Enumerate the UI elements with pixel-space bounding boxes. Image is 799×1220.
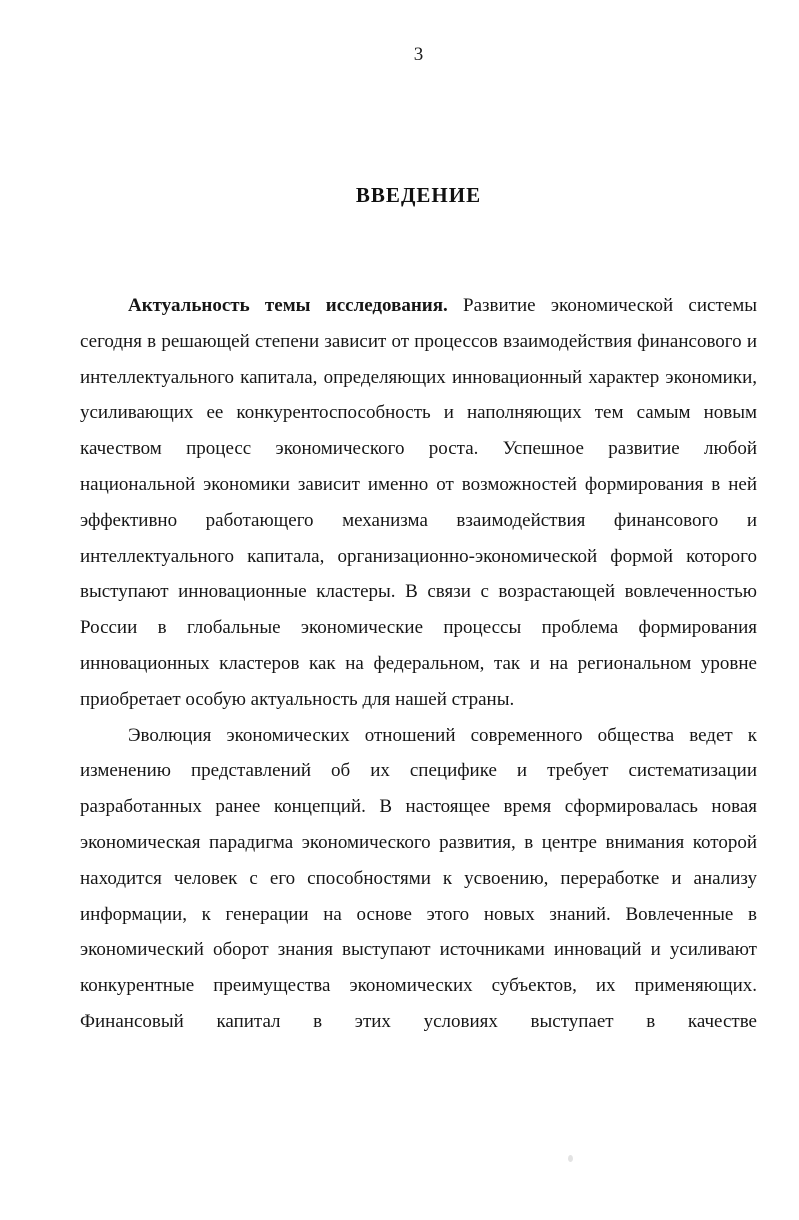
body-text xyxy=(80,288,757,1040)
scan-artifact-dot xyxy=(568,1155,573,1162)
paragraph-text: Развитие экономической системы сегодня в решающей степени зависит от процессов взаимодействия финансового и интеллектуального капитала, определяющих инновационный характер экономики, усиливающих ее конкурентоспособность и наполняющих тем самым новым качеством процесс экономического роста. Успешное развитие любой национальной экономики зависит именно от возможностей формирования в ней эффективно работающего механизма взаимодействия финансового и интеллектуального капитала, организационно-экономической формой которого выступают инновационные кластеры. В связи с возрастающей вовлеченностью России в глобальные экономические процессы проблема формирования инновационных кластеров как на федеральном, так и на региональном уровне приобретает особую актуальность для нашей страны. xyxy=(80,295,757,710)
section-title: ВВЕДЕНИЕ xyxy=(355,183,482,207)
paragraph-lead-bold: Актуальность темы исследования. xyxy=(128,295,448,316)
paragraph-evolyuciya xyxy=(80,718,757,1040)
page-number: 3 xyxy=(413,44,424,65)
paragraph-aktualnost xyxy=(80,288,757,718)
paragraph-text: Эволюция экономических отношений современного общества ведет к изменению представлений об их специфике и требует систематизации разработанных ранее концепций. В настоящее время сформировалась новая экономическая парадигма экономического развития, в центре внимания которой находится человек с его способностями к усвоению, переработке и анализу информации, к генерации на основе этого новых знаний. Вовлеченные в экономический оборот знания выступают источниками инноваций и усиливают конкурентные преимущества экономических субъектов, их применяющих. Финансовый капитал в этих условиях выступает в качестве xyxy=(80,724,757,1032)
